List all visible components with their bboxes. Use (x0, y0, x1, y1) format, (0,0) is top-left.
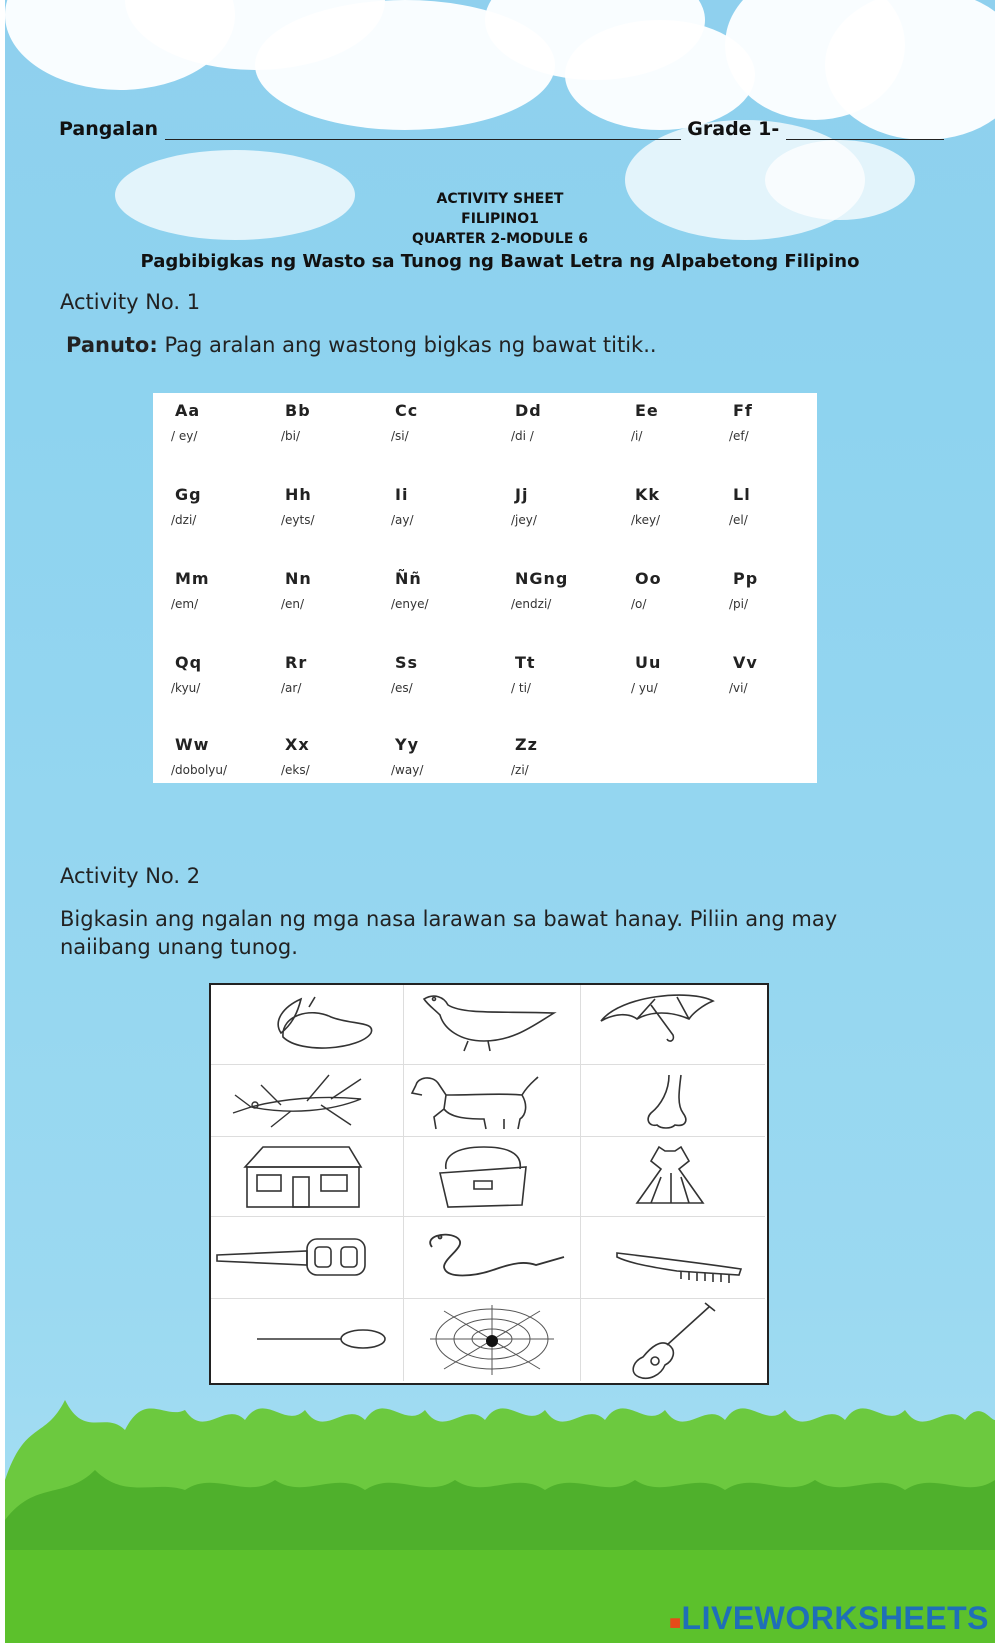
alphabet-pronunciation: /jey/ (511, 513, 537, 527)
alphabet-letter: Ii (395, 485, 409, 504)
name-blank[interactable] (165, 121, 681, 140)
alphabet-pronunciation: /en/ (281, 597, 305, 611)
activity-2-heading: Activity No. 2 (60, 864, 201, 888)
spider-web-icon (404, 1299, 581, 1381)
alphabet-letter: Mm (175, 569, 210, 588)
alphabet-pronunciation: / ti/ (511, 681, 531, 695)
alphabet-pronunciation: /ay/ (391, 513, 414, 527)
alphabet-pronunciation: /i/ (631, 429, 643, 443)
dress-icon (581, 1137, 765, 1217)
activity-2-instruction-line1: Bigkasin ang ngalan ng mga nasa larawan sa bawat hanay. Piliin ang may (60, 907, 838, 931)
alphabet-letter: Ll (733, 485, 751, 504)
alphabet-letter: Gg (175, 485, 202, 504)
picture-cell[interactable] (404, 1299, 581, 1381)
alphabet-letter: Dd (515, 401, 542, 420)
alphabet-letter: Qq (175, 653, 203, 672)
alphabet-letter: Ww (175, 735, 210, 754)
picture-grid (209, 983, 769, 1385)
alphabet-pronunciation: /key/ (631, 513, 661, 527)
picture-cell[interactable] (211, 1299, 404, 1381)
grasshopper-icon (211, 1065, 404, 1137)
name-row (59, 118, 949, 140)
grade-blank[interactable] (786, 121, 944, 140)
cloud-decoration (765, 140, 915, 220)
alphabet-letter: Ss (395, 653, 419, 672)
alphabet-letter: Rr (285, 653, 308, 672)
picture-cell[interactable] (404, 1217, 581, 1299)
snake-icon (404, 1217, 581, 1299)
spoon-icon (211, 1299, 404, 1381)
umbrella-icon (581, 985, 765, 1065)
alphabet-letter: Oo (635, 569, 662, 588)
instruction-text: Pag aralan ang wastong bigkas ng bawat titik.. (157, 333, 657, 357)
alphabet-letter: Kk (635, 485, 661, 504)
sheet-title: ACTIVITY SHEET (436, 191, 564, 207)
house-icon (211, 1137, 404, 1217)
nose-icon (581, 1065, 765, 1137)
alphabet-pronunciation: /dzi/ (171, 513, 197, 527)
alphabet-letter: Ññ (395, 569, 422, 588)
guitar-icon (581, 1299, 765, 1381)
alphabet-letter: Pp (733, 569, 759, 588)
alphabet-pronunciation: / ey/ (171, 429, 198, 443)
alphabet-pronunciation: /o/ (631, 597, 647, 611)
dog-icon (404, 1065, 581, 1137)
picture-cell[interactable] (211, 1065, 404, 1137)
name-label: Pangalan (59, 118, 159, 140)
module-title: QUARTER 2-MODULE 6 (411, 231, 589, 247)
alphabet-letter: NGng (515, 569, 569, 588)
picture-cell[interactable] (211, 985, 404, 1065)
picture-cell[interactable] (211, 1217, 404, 1299)
alphabet-pronunciation: /ef/ (729, 429, 749, 443)
key-icon (211, 1217, 404, 1299)
alphabet-pronunciation: /enye/ (391, 597, 429, 611)
instruction-label: Panuto: (66, 333, 158, 357)
alphabet-letter: Vv (733, 653, 758, 672)
alphabet-pronunciation: /dobolyu/ (171, 763, 228, 777)
alphabet-letter: Jj (515, 485, 529, 504)
alphabet-letter: Xx (285, 735, 310, 754)
activity-2-instruction-line2: naiibang unang tunog. (60, 935, 298, 959)
alphabet-pronunciation: /vi/ (729, 681, 748, 695)
alphabet-pronunciation: /el/ (729, 513, 748, 527)
bag-icon (404, 1137, 581, 1217)
picture-cell[interactable] (581, 1299, 765, 1381)
mango-icon (211, 985, 404, 1065)
alphabet-pronunciation: / yu/ (631, 681, 658, 695)
alphabet-pronunciation: /si/ (391, 429, 409, 443)
picture-cell[interactable] (211, 1137, 404, 1217)
picture-cell[interactable] (404, 985, 581, 1065)
activity-1-heading: Activity No. 1 (60, 290, 201, 314)
alphabet-letter: Ff (733, 401, 753, 420)
alphabet-letter: Zz (515, 735, 538, 754)
picture-cell[interactable] (581, 1137, 765, 1217)
alphabet-pronunciation: /em/ (171, 597, 199, 611)
picture-cell[interactable] (404, 1065, 581, 1137)
picture-cell[interactable] (581, 1217, 765, 1299)
alphabet-pronunciation: /eks/ (281, 763, 310, 777)
brand-logo-icon: ■ (668, 1612, 682, 1634)
lesson-title: Pagbibigkas ng Wasto sa Tunog ng Bawat Letra ng Alpabetong Filipino (140, 251, 860, 272)
comb-icon (581, 1217, 765, 1299)
alphabet-letter: Hh (285, 485, 312, 504)
subject-title: FILIPINO1 (461, 211, 539, 227)
bird-icon (404, 985, 581, 1065)
alphabet-pronunciation: /es/ (391, 681, 413, 695)
alphabet-letter: Bb (285, 401, 311, 420)
alphabet-pronunciation: /di / (511, 429, 534, 443)
alphabet-letter: Nn (285, 569, 312, 588)
grade-label: Grade 1- (687, 118, 780, 140)
alphabet-pronunciation: /ar/ (281, 681, 302, 695)
activity-1-instruction (66, 333, 657, 357)
alphabet-letter: Tt (515, 653, 536, 672)
worksheet-page (5, 0, 995, 1643)
alphabet-pronunciation: /kyu/ (171, 681, 201, 695)
picture-cell[interactable] (581, 1065, 765, 1137)
alphabet-chart (153, 393, 817, 783)
alphabet-letter: Cc (395, 401, 419, 420)
alphabet-pronunciation: /endzi/ (511, 597, 552, 611)
alphabet-letter: Uu (635, 653, 662, 672)
alphabet-pronunciation: /eyts/ (281, 513, 315, 527)
picture-cell[interactable] (404, 1137, 581, 1217)
brand-logo (669, 1600, 989, 1637)
alphabet-letter: Ee (635, 401, 659, 420)
alphabet-pronunciation: /way/ (391, 763, 424, 777)
alphabet-pronunciation: /zi/ (511, 763, 529, 777)
brand-text: LIVEWORKSHEETS (681, 1600, 989, 1636)
picture-cell[interactable] (581, 985, 765, 1065)
alphabet-letter: Yy (395, 735, 420, 754)
alphabet-pronunciation: /bi/ (281, 429, 301, 443)
alphabet-pronunciation: /pi/ (729, 597, 749, 611)
alphabet-letter: Aa (175, 401, 201, 420)
